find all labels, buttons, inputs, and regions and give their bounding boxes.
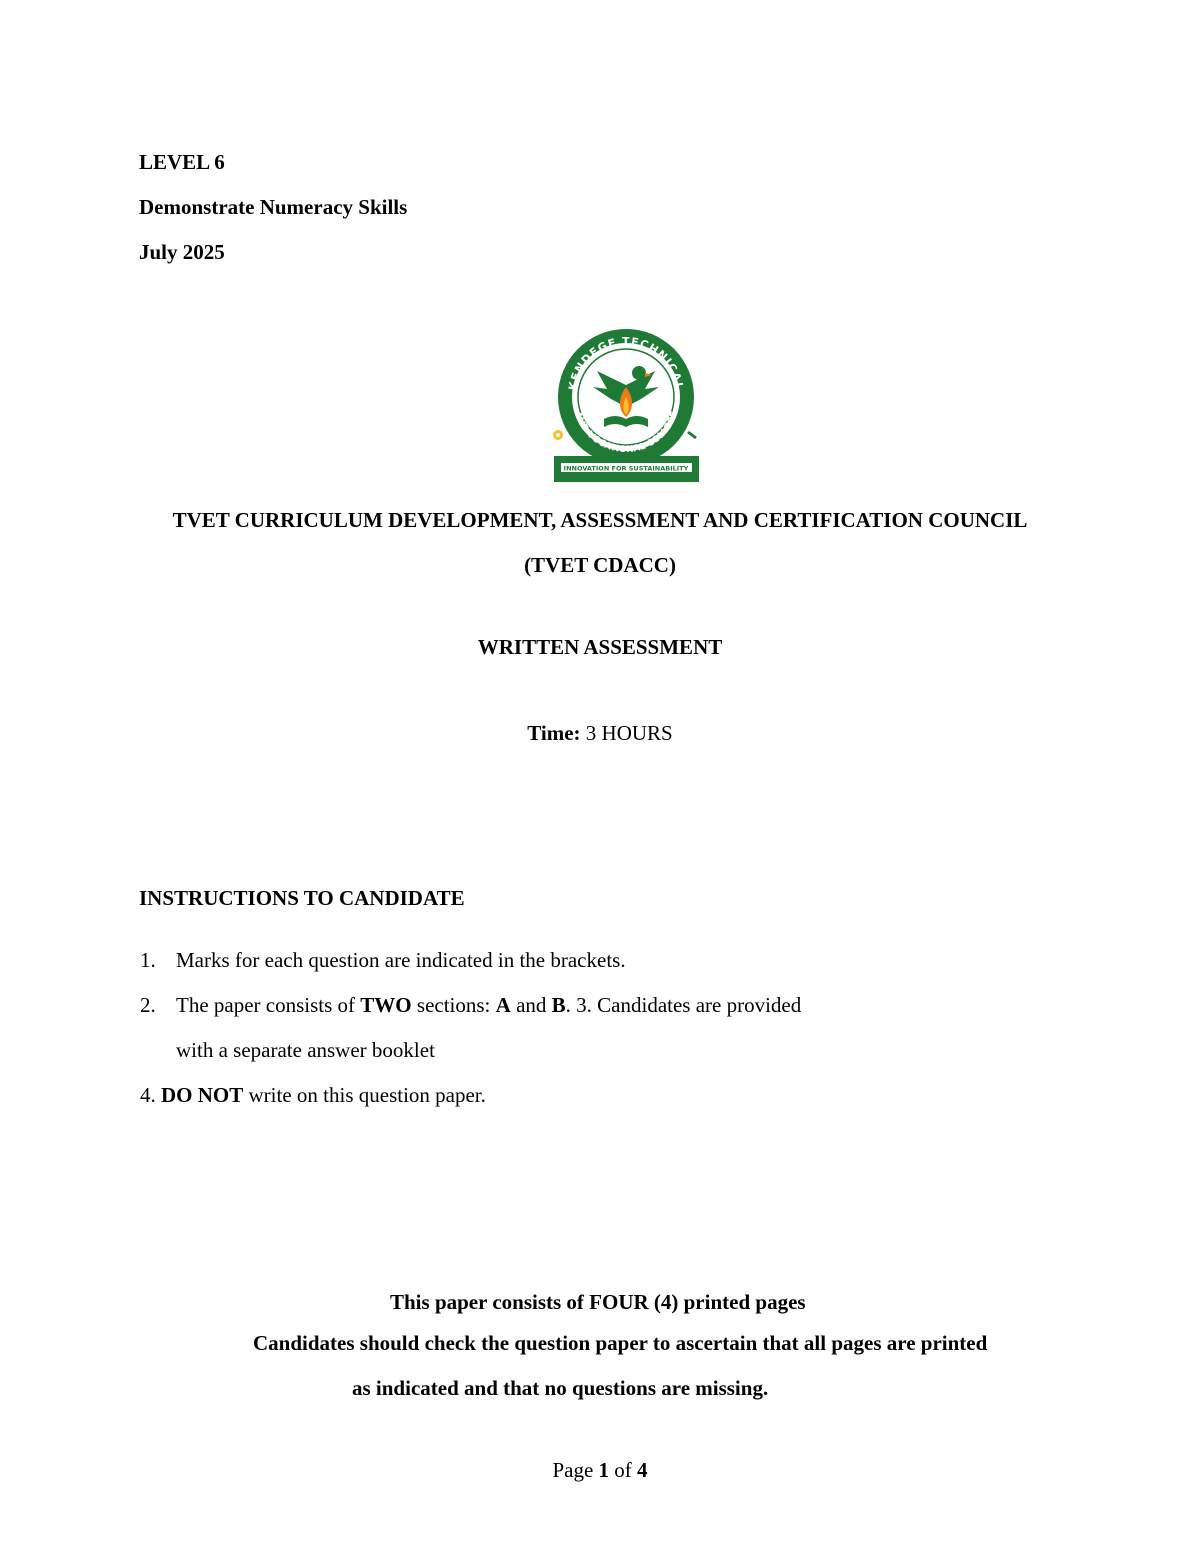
- item-emphasis: TWO: [360, 993, 412, 1017]
- instructions-heading: INSTRUCTIONS TO CANDIDATE: [139, 886, 465, 910]
- item-text: . 3. Candidates are provided: [565, 993, 802, 1017]
- item-number: 4.: [140, 1083, 156, 1107]
- time-line: [0, 721, 1200, 746]
- assessment-type: WRITTEN ASSESSMENT: [477, 635, 723, 659]
- exam-level: LEVEL 6: [139, 150, 225, 174]
- wrench-icon: [687, 431, 697, 439]
- pages-note: This paper consists of FOUR (4) printed pages: [390, 1290, 806, 1314]
- page-label: Page: [552, 1458, 594, 1482]
- council-abbrev: (TVET CDACC): [524, 553, 676, 577]
- page-number: [0, 1458, 1200, 1483]
- instruction-item-2-continued: with a separate answer booklet: [176, 1038, 435, 1062]
- page-of: of: [614, 1458, 632, 1482]
- college-logo: [549, 323, 704, 485]
- item-number: 2.: [140, 993, 156, 1017]
- logo-ring-top: KENDEGE TECHNICAL: [566, 334, 686, 392]
- item-emphasis: A: [495, 993, 511, 1017]
- item-number: 1.: [140, 948, 156, 972]
- exam-date: July 2025: [139, 240, 225, 264]
- instruction-item-4: [140, 1083, 486, 1108]
- check-note-line-1: Candidates should check the question paper to ascertain that all pages are printed: [253, 1331, 988, 1355]
- exam-subject: Demonstrate Numeracy Skills: [139, 195, 408, 219]
- item-emphasis: DO NOT: [161, 1083, 244, 1107]
- council-name: TVET CURRICULUM DEVELOPMENT, ASSESSMENT AND CERTIFICATION COUNCIL: [172, 508, 1028, 532]
- item-text: The paper consists of: [176, 993, 356, 1017]
- logo-banner: INNOVATION FOR SUSTAINABILITY: [563, 464, 689, 473]
- instruction-item-2: [140, 993, 801, 1018]
- time-value: 3 HOURS: [585, 721, 673, 745]
- page-current: 1: [598, 1458, 610, 1482]
- page-total: 4: [637, 1458, 648, 1482]
- instruction-item-1: [140, 948, 626, 973]
- item-emphasis: B: [551, 993, 566, 1017]
- item-text: and: [516, 993, 547, 1017]
- item-text: write on this question paper.: [248, 1083, 486, 1107]
- item-text: sections:: [416, 993, 491, 1017]
- check-note-line-2: as indicated and that no questions are missing.: [352, 1376, 769, 1400]
- time-label: Time:: [527, 721, 581, 745]
- logo-ring-bottom: AND VOCATIONAL COLLEGE: [571, 410, 681, 456]
- item-text: Marks for each question are indicated in the brackets.: [176, 948, 626, 972]
